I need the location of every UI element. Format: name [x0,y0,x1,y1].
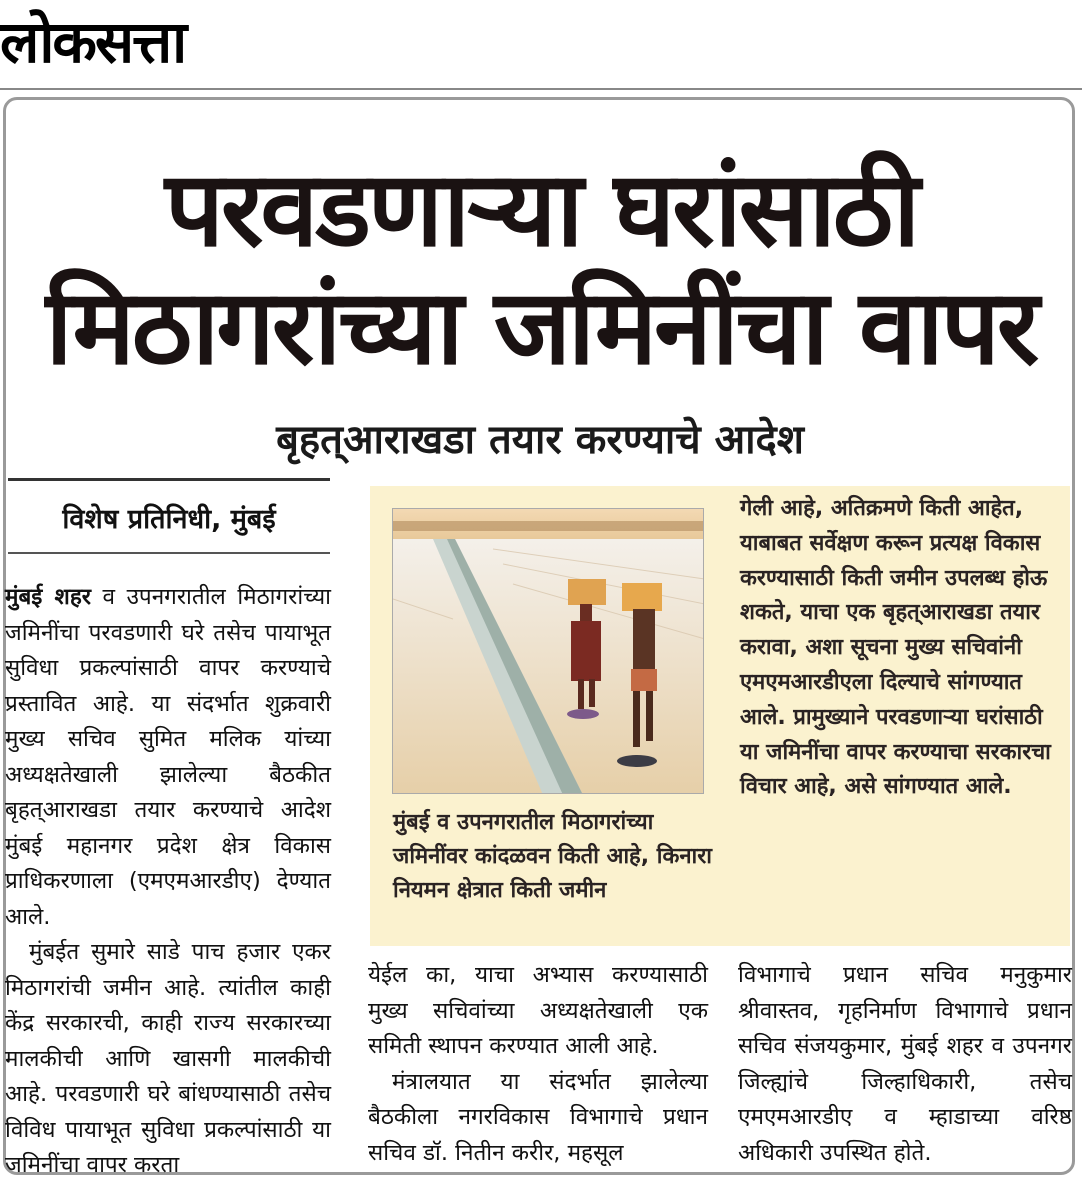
byline-bottom-rule [8,552,330,554]
column1-paragraph-1 [5,580,331,935]
masthead [0,0,1082,92]
column1-paragraph-2: मुंबईत सुमारे साडे पाच हजार एकर मिठागरांची जमीन आहे. त्यांतील काही केंद्र सरकारची, काही राज्य सरकारच्या मालकीची आणि खासगी मालकीची आहे. परवडणारी घरे बांधण्यासाठी तसेच विविध पायाभूत सुविधा प्रकल्पांसाठी या जमिनींचा वापर करता [5,939,331,1178]
lead-words: मुंबई शहर [5,584,92,610]
article-column-1 [5,580,331,1184]
article-column-4 [738,958,1072,1171]
column1-para1-text: व उपनगरातील मिठागरांच्या जमिनींचा परवडणारी घरे तसेच पायाभूत सुविधा प्रकल्पांसाठी वापर करण्याचे प्रस्तावित आहे. या संदर्भात शुक्रवारी मुख्य सचिव सुमित मलिक यांच्या अध्यक्षतेखाली झालेल्या बैठकीत बृहत्आराखडा तयार करण्याचे आदेश मुंबई महानगर प्रदेश क्षेत्र विकास प्राधिकरणाला (एमएमआरडीए) देण्यात आले. [5,584,331,930]
subheadline: बृहत्आराखडा तयार करण्याचे आदेश [276,417,804,463]
headline-line-2: मिठागरांच्या जमिनींचा वापर [45,266,1037,388]
column3-paragraph-2: मंत्रालयात या संदर्भात झालेल्या बैठकीला नगरविकास विभागाचे प्रधान सचिव डॉ. नितीन करीर, महसूल [368,1068,708,1166]
photo-illustration [393,509,704,794]
headline-line-1: परवडणाऱ्या घरांसाठी [164,148,918,270]
byline-top-rule [8,478,330,481]
salt-pan-photo [392,508,704,794]
masthead-rule [0,88,1082,90]
byline: विशेष प्रतिनिधी, मुंबई [62,504,276,535]
photo-caption: मुंबई व उपनगरातील मिठागरांच्या जमिनींवर कांदळवन किती आहे, किनारा नियमन क्षेत्रात किती जमीन [393,810,712,903]
newspaper-logo: लोकसत्ता [0,8,186,76]
column4-paragraph-1: विभागाचे प्रधान सचिव मनुकुमार श्रीवास्तव, गृहनिर्माण विभागाचे प्रधान सचिव संजयकुमार, मुंबई शहर व उपनगर जिल्ह्यांचे जिल्हाधिकारी, तसेच एमएमआरडीए व म्हाडाच्या वरिष्ठ अधिकारी उपस्थित होते. [738,962,1072,1166]
article-column-3 [368,958,708,1171]
highlight-text: गेली आहे, अतिक्रमणे किती आहेत, याबाबत सर्वेक्षण करून प्रत्यक्ष विकास करण्यासाठी किती जमीन उपलब्ध होऊ शकते, याचा एक बृहत्आराखडा तयार करावा, अशा सूचना मुख्य सचिवांनी एमएमआरडीएला दिल्याचे सांगण्यात आले. प्रामुख्याने परवडणाऱ्या घरांसाठी या जमिनींचा वापर करण्याचा सरकारचा विचार आहे, असे सांगण्यात आले. [740,496,1051,800]
column3-paragraph-1: येईल का, याचा अभ्यास करण्यासाठी मुख्य सचिवांच्या अध्यक्षतेखाली एक समिती स्थापन करण्यात आली आहे. [368,962,708,1059]
